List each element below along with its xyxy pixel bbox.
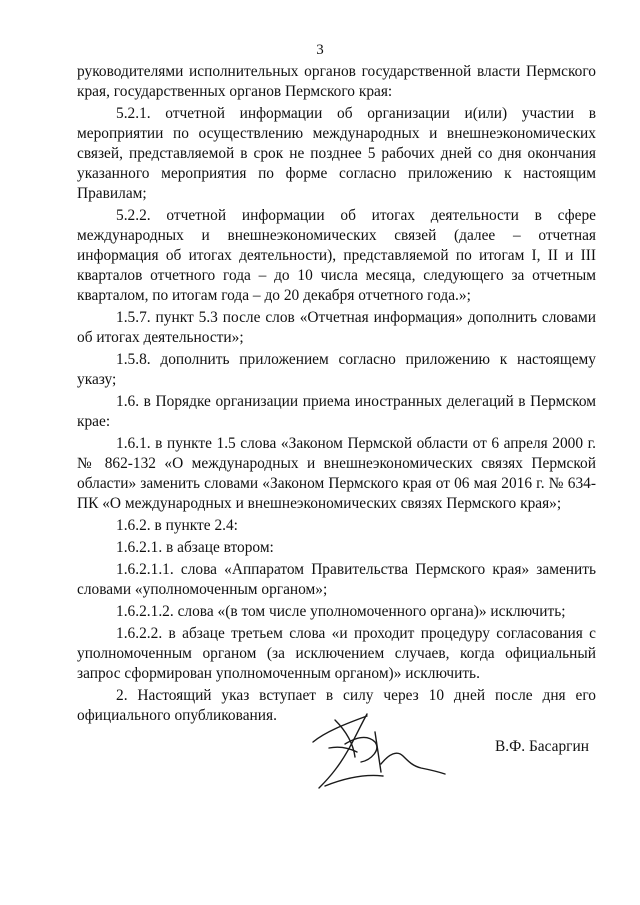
paragraph-1-5-8: 1.5.8. дополнить приложением согласно приложению к настоящему указу; — [77, 351, 596, 388]
paragraph-1-5-7: 1.5.7. пункт 5.3 после слов «Отчетная информация» дополнить словами об итогах деятельности»; — [77, 309, 596, 346]
signer-name: В.Ф. Басаргин — [495, 738, 589, 755]
paragraph-1-6-2-2: 1.6.2.2. в абзаце третьем слова «и проходит процедуру согласования с уполномоченным органом (за исключением случаев, когда официальный запрос сформирован уполномоченным органом)» исключить. — [77, 625, 596, 682]
page-number: 3 — [316, 42, 324, 58]
paragraph-continuation: руководителями исполнительных органов государственной власти Пермского края, государственных органов Пермского края: — [77, 63, 596, 100]
paragraph-5-2-1: 5.2.1. отчетной информации об организации и(или) участии в мероприятии по осуществлению международных и внешнеэкономических связей, представляемой в срок не позднее 5 рабочих дней со дня окончания указанного мероприятия по форме согласно приложению к настоящим Правилам; — [77, 105, 596, 202]
paragraph-1-6: 1.6. в Порядке организации приема иностранных делегаций в Пермском крае: — [77, 393, 596, 430]
paragraph-1-6-1: 1.6.1. в пункте 1.5 слова «Законом Пермской области от 6 апреля 2000 г. № 862-132 «О международных и внешнеэкономических связях Пермской области» заменить словами «Законом Пермского края от 06 мая 2016 г. № 634-ПК «О международных и внешнеэкономических связях Пермского края»; — [77, 435, 596, 512]
document-body — [77, 62, 596, 728]
paragraph-1-6-2-1-1: 1.6.2.1.1. слова «Аппаратом Правительства Пермского края» заменить словами «уполномоченным органом»; — [77, 561, 596, 598]
paragraph-1-6-2-1: 1.6.2.1. в абзаце втором: — [116, 539, 274, 556]
handwritten-signature — [305, 702, 450, 802]
paragraph-5-2-2: 5.2.2. отчетной информации об итогах деятельности в сфере международных и внешнеэкономических связей (далее – отчетная информация об итогах деятельности), представляемой по итогам I, II и III кварталов отчетного года – до 10 числа месяца, следующего за отчетным кварталом, по итогам года – до 20 декабря отчетного года.»; — [77, 207, 596, 304]
paragraph-1-6-2-1-2: 1.6.2.1.2. слова «(в том числе уполномоченного органа)» исключить; — [116, 603, 566, 620]
paragraph-1-6-2: 1.6.2. в пункте 2.4: — [116, 517, 238, 534]
paragraph-2: 2. Настоящий указ вступает в силу через 10 дней после дня его официального опубликования. — [77, 687, 596, 724]
